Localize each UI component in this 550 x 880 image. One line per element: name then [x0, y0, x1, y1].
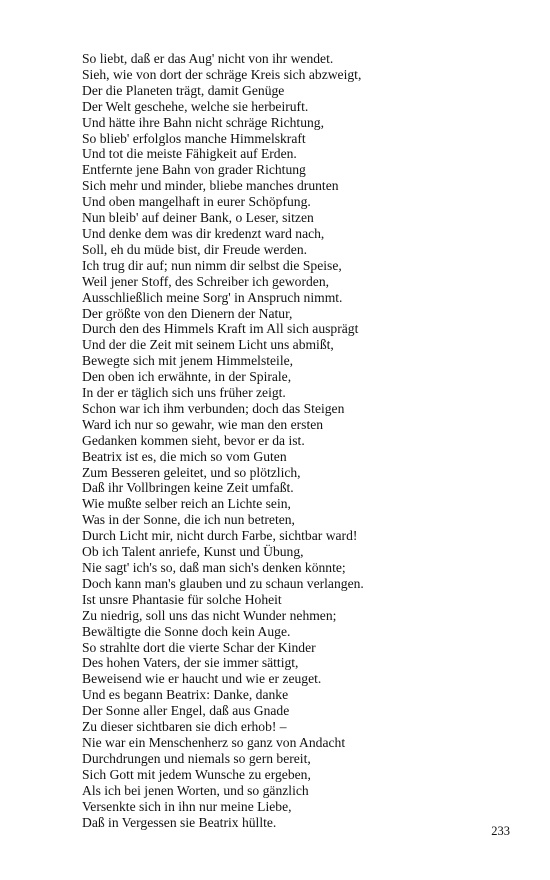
- verse-line: Sich Gott mit jedem Wunsche zu ergeben,: [82, 766, 311, 782]
- verse-line: Weil jener Stoff, des Schreiber ich geworden,: [82, 273, 330, 289]
- verse-line: Der Sonne aller Engel, daß aus Gnade: [82, 703, 290, 719]
- verse-line: Sieh, wie von dort der schräge Kreis sich abzweigt,: [82, 66, 362, 82]
- verse-line: Zum Besseren geleitet, und so plötzlich,: [82, 464, 301, 480]
- verse-line: Entfernte jene Bahn von grader Richtung: [82, 162, 306, 178]
- verse-line: Wie mußte selber reich an Lichte sein,: [82, 496, 291, 512]
- verse-line: In der er täglich sich uns früher zeigt.: [82, 385, 286, 401]
- verse-line: Der größte von den Dienern der Natur,: [82, 305, 293, 321]
- verse-line: Und denke dem was dir kredenzt ward nach,: [82, 225, 325, 241]
- verse-line: Als ich bei jenen Worten, und so gänzlich: [82, 782, 309, 798]
- verse-line: Beweisend wie er haucht und wie er zeuget.: [82, 671, 322, 687]
- verse-line: Bewältigte die Sonne doch kein Auge.: [82, 623, 291, 639]
- verse-line: Doch kann man's glauben und zu schaun verlangen.: [82, 575, 364, 591]
- verse-line: Soll, eh du müde bist, dir Freude werden.: [82, 241, 308, 257]
- page-number: 233: [491, 824, 510, 838]
- verse-line: Nun bleib' auf deiner Bank, o Leser, sitzen: [82, 210, 314, 226]
- verse-line: Und oben mangelhaft in eurer Schöpfung.: [82, 194, 311, 210]
- verse-line: Ich trug dir auf; nun nimm dir selbst die Speise,: [82, 257, 342, 273]
- verse-line: Ist unsre Phantasie für solche Hoheit: [82, 591, 282, 607]
- verse-line: Zu niedrig, soll uns das nicht Wunder nehmen;: [82, 607, 337, 623]
- verse-line: Den oben ich erwähnte, in der Spirale,: [82, 369, 292, 385]
- verse-line: Durch den des Himmels Kraft im All sich ausprägt: [82, 321, 359, 337]
- verse-line: Daß ihr Vollbringen keine Zeit umfaßt.: [82, 480, 294, 496]
- poem-text-block: [82, 51, 522, 830]
- verse-line: So liebt, daß er das Aug' nicht von ihr wendet.: [82, 51, 334, 66]
- verse-line: Und hätte ihre Bahn nicht schräge Richtung,: [82, 114, 324, 130]
- verse-line: Schon war ich ihm verbunden; doch das Steigen: [82, 400, 345, 416]
- verse-line: Zu dieser sichtbaren sie dich erhob! –: [82, 719, 287, 735]
- verse-line: Was in der Sonne, die ich nun betreten,: [82, 512, 295, 528]
- verse-line: So strahlte dort die vierte Schar der Kinder: [82, 639, 316, 655]
- verse-line: Nie sagt' ich's so, daß man sich's denken könnte;: [82, 560, 346, 575]
- verse-line: Bewegte sich mit jenem Himmelsteile,: [82, 353, 294, 369]
- verse-line: Und es begann Beatrix: Danke, danke: [82, 687, 289, 703]
- verse-line: Durch Licht mir, nicht durch Farbe, sichtbar ward!: [82, 528, 358, 544]
- verse-line: Der Welt geschehe, welche sie herbeiruft.: [82, 98, 309, 114]
- verse-line: Sich mehr und minder, bliebe manches drunten: [82, 178, 339, 194]
- verse-line: Ausschließlich meine Sorg' in Anspruch nimmt.: [82, 289, 343, 305]
- verse-line: Durchdrungen und niemals so gern bereit,: [82, 750, 311, 766]
- verse-line: So blieb' erfolglos manche Himmelskraft: [82, 130, 306, 146]
- verse-line: Ward ich nur so gewahr, wie man den ersten: [82, 416, 324, 432]
- verse-line: Ob ich Talent anriefe, Kunst und Übung,: [82, 544, 304, 560]
- verse-line: Gedanken kommen sieht, bevor er da ist.: [82, 432, 305, 448]
- verse-line: Daß in Vergessen sie Beatrix hüllte.: [82, 814, 277, 830]
- verse-line: Beatrix ist es, die mich so vom Guten: [82, 448, 287, 464]
- verse-line: Und tot die meiste Fähigkeit auf Erden.: [82, 146, 297, 162]
- verse-line: Des hohen Vaters, der sie immer sättigt,: [82, 655, 299, 671]
- verse-line: Und der die Zeit mit seinem Licht uns abmißt,: [82, 337, 334, 353]
- verse-line: Nie war ein Menschenherz so ganz von Andacht: [82, 734, 346, 750]
- verse-line: Versenkte sich in ihn nur meine Liebe,: [82, 798, 292, 814]
- verse-line: Der die Planeten trägt, damit Genüge: [82, 82, 285, 98]
